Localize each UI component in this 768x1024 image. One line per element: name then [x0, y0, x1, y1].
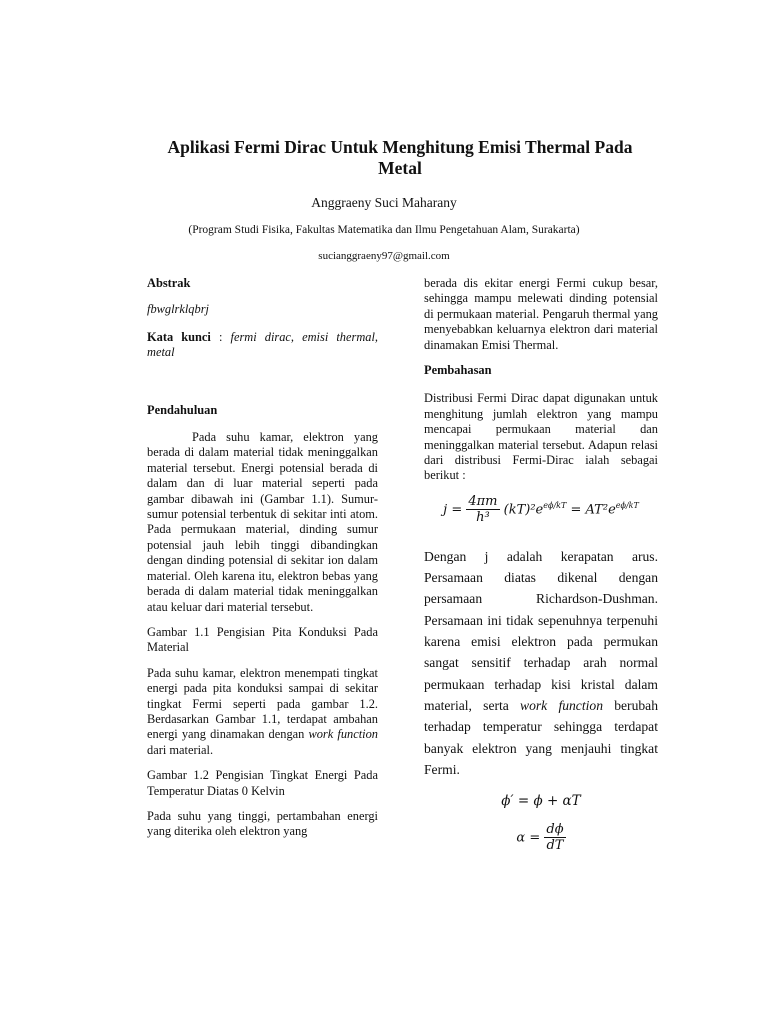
author-affiliation: (Program Studi Fisika, Fakultas Matematika dan Ilmu Pengetahuan Alam, Surakarta)	[188, 224, 580, 236]
body-paragraph-2: Pada suhu kamar, elektron menempati tingkat energi pada pita konduksi sampai di sekitar tingkat Fermi seperti pada gambar 1.2. Berdasarkan Gambar 1.1, terdapat ambahan energi yang dinamakan dengan work function dari material.	[147, 665, 378, 757]
keywords	[147, 330, 378, 361]
body-paragraph-3: Pada suhu yang tinggi, pertambahan energi yang diterika oleh elektron yang	[147, 808, 378, 839]
alpha-equation: α = $\frac{d\phi}{dT}$	[516, 821, 564, 853]
keywords-label: Kata kunci	[147, 329, 211, 344]
figure-2-caption: Gambar 1.2 Pengisian Tingkat Energi Pada Temperatur Diatas 0 Kelvin	[147, 768, 378, 798]
author-name: Anggraeny Suci Maharany	[311, 195, 457, 210]
keywords-text: fermi dirac, emisi thermal, metal	[147, 329, 379, 360]
left-column	[147, 276, 378, 840]
work-function-equation: ϕ′ = ϕ + αT	[501, 793, 581, 810]
right-paragraph-1: berada dis ekitar energi Fermi cukup besar, sehingga mampu melewati dinding potensial di permukaan material. Pengaruh thermal yang menyebabkan keluarnya elektron dari material dinamakan Emisi Thermal.	[424, 276, 658, 352]
right-paragraph-2: Distribusi Fermi Dirac dapat digunakan untuk menghitung jumlah elektron yang mampu mencapai permukaan material dan meninggalkan material tersebut. Adapun relasi dari distribusi Fermi-Dirac ialah sebagai berikut :	[424, 391, 658, 483]
right-paragraph-3: Dengan j adalah kerapatan arus. Persamaan diatas dikenal dengan persamaan Richardson-Dushman. Persamaan ini tidak sepenuhnya terpenuhi karena emisi elektron pada permukan sangat sensitif terhadap arah normal permukaan terhadap kisi kristal dalam material, serta work function berubah terhadap temperatur sehingga terdapat banyak elektron yang menjauhi tingkat Fermi.	[424, 548, 659, 777]
abstract-heading: Abstrak	[147, 276, 191, 290]
discussion-heading: Pembahasan	[424, 363, 492, 378]
keywords-sep: :	[210, 329, 231, 344]
intro-paragraph: Pada suhu kamar, elektron yang berada di dalam material tidak meninggalkan material tersebut. Energi potensial berada di dalam dan di luar material seperti pada gambar dibawah ini (Gambar 1.1). Sumur-sumur potensial terbentuk di sekitar inti atom. Pada permukaan material, dinding sumur potensial jauh lebih tinggi dibandingkan dengan dinding potensial di sekitar ion dalam material. Oleh karena itu, elektron bebas yang berada di dalam material tidak meninggalkan atau keluar dari material tersebut.	[147, 430, 378, 614]
figure-1-caption: Gambar 1.1 Pengisian Pita Konduksi Pada Material	[147, 624, 378, 655]
abstract-text: fbwglrklqbrj	[147, 302, 209, 317]
richardson-dushman-equation: j = $\frac{4\pi m}{\text{h³}}$ $(kT)^2e^{e\phi/kT} = AT^2e^{e\phi/kT}$	[443, 493, 639, 526]
author-email: sucianggraeny97@gmail.com	[318, 250, 450, 262]
right-column	[424, 276, 658, 853]
intro-heading: Pendahuluan	[147, 402, 218, 417]
paper-title: Aplikasi Fermi Dirac Untuk Menghitung Emisi Thermal Pada Metal	[167, 137, 633, 178]
